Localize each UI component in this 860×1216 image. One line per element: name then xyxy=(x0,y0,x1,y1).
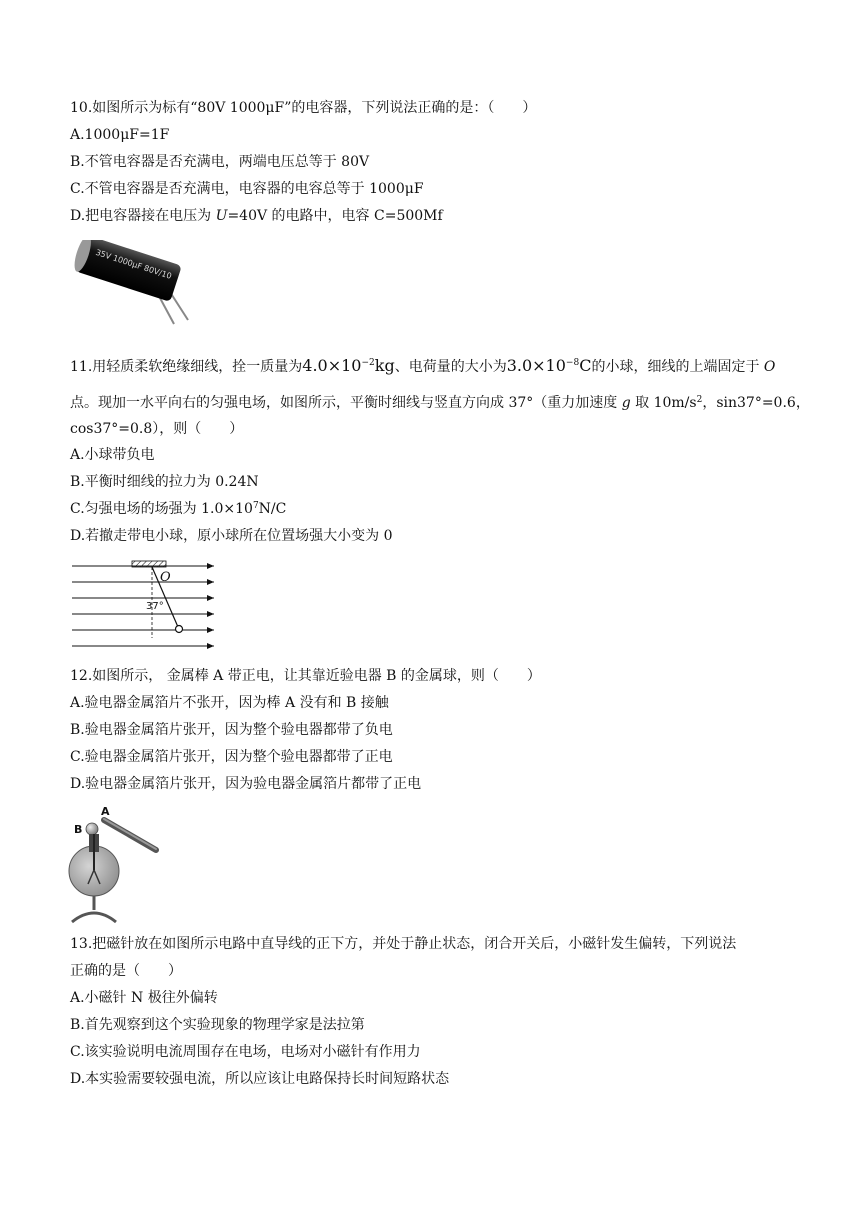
q11-option-c: C.匀强电场的场强为 $1.0\times 10^7N/C$ xyxy=(70,501,287,517)
rod-a-label: A xyxy=(101,805,110,818)
q12-option-d: D.验电器金属箔片张开，因为验电器金属箔片都带了正电 xyxy=(70,776,422,792)
q11-stem-line3: cos37°=0.8），则（ ） xyxy=(70,421,244,437)
q11-stem-line1: 11.用轻质柔软绝缘细线，拴一质量为$4.0\times 10^{-2}kg$、电荷量的大小为$3.0\times 10^{-8}C$的小球，细线的上端固定于 O xyxy=(70,356,776,375)
point-o-label: O xyxy=(160,570,171,585)
q11-option-d: D.若撤走带电小球，原小球所在位置场强大小变为 0 xyxy=(70,528,393,544)
angle-label: 37° xyxy=(146,601,164,612)
q10-stem: 10.如图所示为标有“80V 1000μF”的电容器，下列说法正确的是：（ ） xyxy=(70,100,537,116)
q12-option-a: A.验电器金属箔片不张开，因为棒 A 没有和 B 接触 xyxy=(70,695,389,711)
electric-field-figure xyxy=(70,558,220,656)
capacitor-label: 35V 1000μF 80V/10 xyxy=(94,247,173,281)
q10-option-c: C.不管电容器是否充满电，电容器的电容总等于 1000μF xyxy=(70,181,424,197)
electroscope-figure xyxy=(68,804,168,924)
q11-option-a: A.小球带负电 xyxy=(70,447,155,463)
q13-stem-line1: 13.把磁针放在如图所示电路中直导线的正下方，并处于静止状态，闭合开关后，小磁针发生偏转，下列说法 xyxy=(70,936,737,952)
q13-option-a: A.小磁针 N 极往外偏转 xyxy=(70,990,218,1006)
q12-option-c: C.验电器金属箔片张开，因为整个验电器都带了正电 xyxy=(70,749,393,765)
q11-stem-line2: 点。现加一水平向右的匀强电场，如图所示，平衡时细线与竖直方向成 37°（重力加速度 g 取 $10m/s^2$，sin37°=0.6， xyxy=(70,395,810,411)
q13-option-b: B.首先观察到这个实验现象的物理学家是法拉第 xyxy=(70,1017,365,1033)
capacitor-figure xyxy=(70,240,205,330)
ball-b-label: B xyxy=(74,823,83,836)
q13-option-c: C.该实验说明电流周围存在电场，电场对小磁针有作用力 xyxy=(70,1044,421,1060)
q12-option-b: B.验电器金属箔片张开，因为整个验电器都带了负电 xyxy=(70,722,393,738)
q12-stem: 12.如图所示， 金属棒 A 带正电，让其靠近验电器 B 的金属球，则（ ） xyxy=(70,668,541,684)
q13-option-d: D.本实验需要较强电流，所以应该让电路保持长时间短路状态 xyxy=(70,1071,450,1087)
q10-option-a: A.1000μF=1F xyxy=(70,127,170,143)
q13-stem-line2: 正确的是（ ） xyxy=(70,963,182,979)
q11-option-b: B.平衡时细线的拉力为 0.24N xyxy=(70,474,259,490)
q10-option-b: B.不管电容器是否充满电，两端电压总等于 80V xyxy=(70,154,370,170)
q10-option-d: D.把电容器接在电压为 U=40V 的电路中，电容 C=500Mf xyxy=(70,208,443,224)
